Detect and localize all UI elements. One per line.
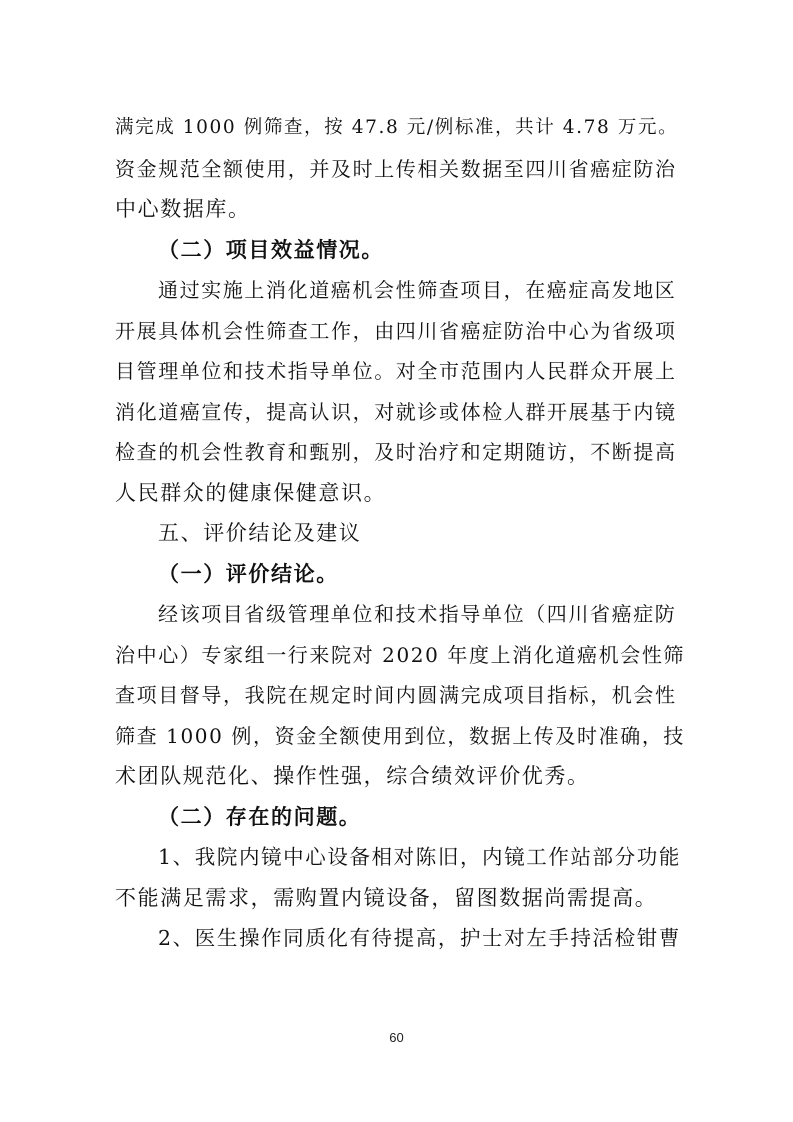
subsection-heading: （二）存在的问题。	[158, 804, 362, 829]
paragraph-line: 目管理单位和技术指导单位。对全市范围内人民群众开展上	[115, 359, 677, 383]
paragraph-line: 中心数据库。	[115, 197, 251, 221]
paragraph-line: 人民群众的健康保健意识。	[115, 480, 387, 505]
paragraph-line: 治中心）专家组一行来院对 2020 年度上消化道癌机会性筛	[115, 642, 686, 667]
paragraph-line: 查项目督导，我院在规定时间内圆满完成项目指标，机会性	[115, 683, 677, 707]
paragraph-line: 通过实施上消化道癌机会性筛查项目，在癌症高发地区	[158, 278, 677, 302]
paragraph-line: 开展具体机会性筛查工作，由四川省癌症防治中心为省级项	[115, 318, 677, 343]
page-number: 60	[389, 1030, 404, 1045]
subsection-heading: （二）项目效益情况。	[158, 237, 384, 262]
paragraph-line: 不能满足需求，需购置内镜设备，留图数据尚需提高。	[115, 885, 658, 910]
paragraph-line: 2、医生操作同质化有待提高，护士对左手持活检钳曹	[158, 926, 681, 950]
paragraph-line: 资金规范全额使用，并及时上传相关数据至四川省癌症防治	[115, 156, 677, 181]
paragraph-line: 消化道癌宣传，提高认识，对就诊或体检人群开展基于内镜	[115, 399, 677, 424]
paragraph-line: 满完成 1000 例筛查，按 47.8 元/例标准，共计 4.78 万元。	[115, 117, 679, 138]
paragraph-line: 术团队规范化、操作性强，综合绩效评价优秀。	[115, 764, 590, 788]
section-heading: 五、评价结论及建议	[158, 521, 362, 545]
paragraph-line: 1、我院内镜中心设备相对陈旧，内镜工作站部分功能	[158, 845, 681, 869]
paragraph-line: 筛查 1000 例，资金全额使用到位，数据上传及时准确，技	[115, 723, 686, 748]
paragraph-line: 经该项目省级管理单位和技术指导单位（四川省癌症防	[158, 602, 677, 626]
subsection-heading: （一）评价结论。	[158, 561, 339, 586]
paragraph-line: 检查的机会性教育和甄别，及时治疗和定期随访，不断提高	[115, 440, 677, 464]
